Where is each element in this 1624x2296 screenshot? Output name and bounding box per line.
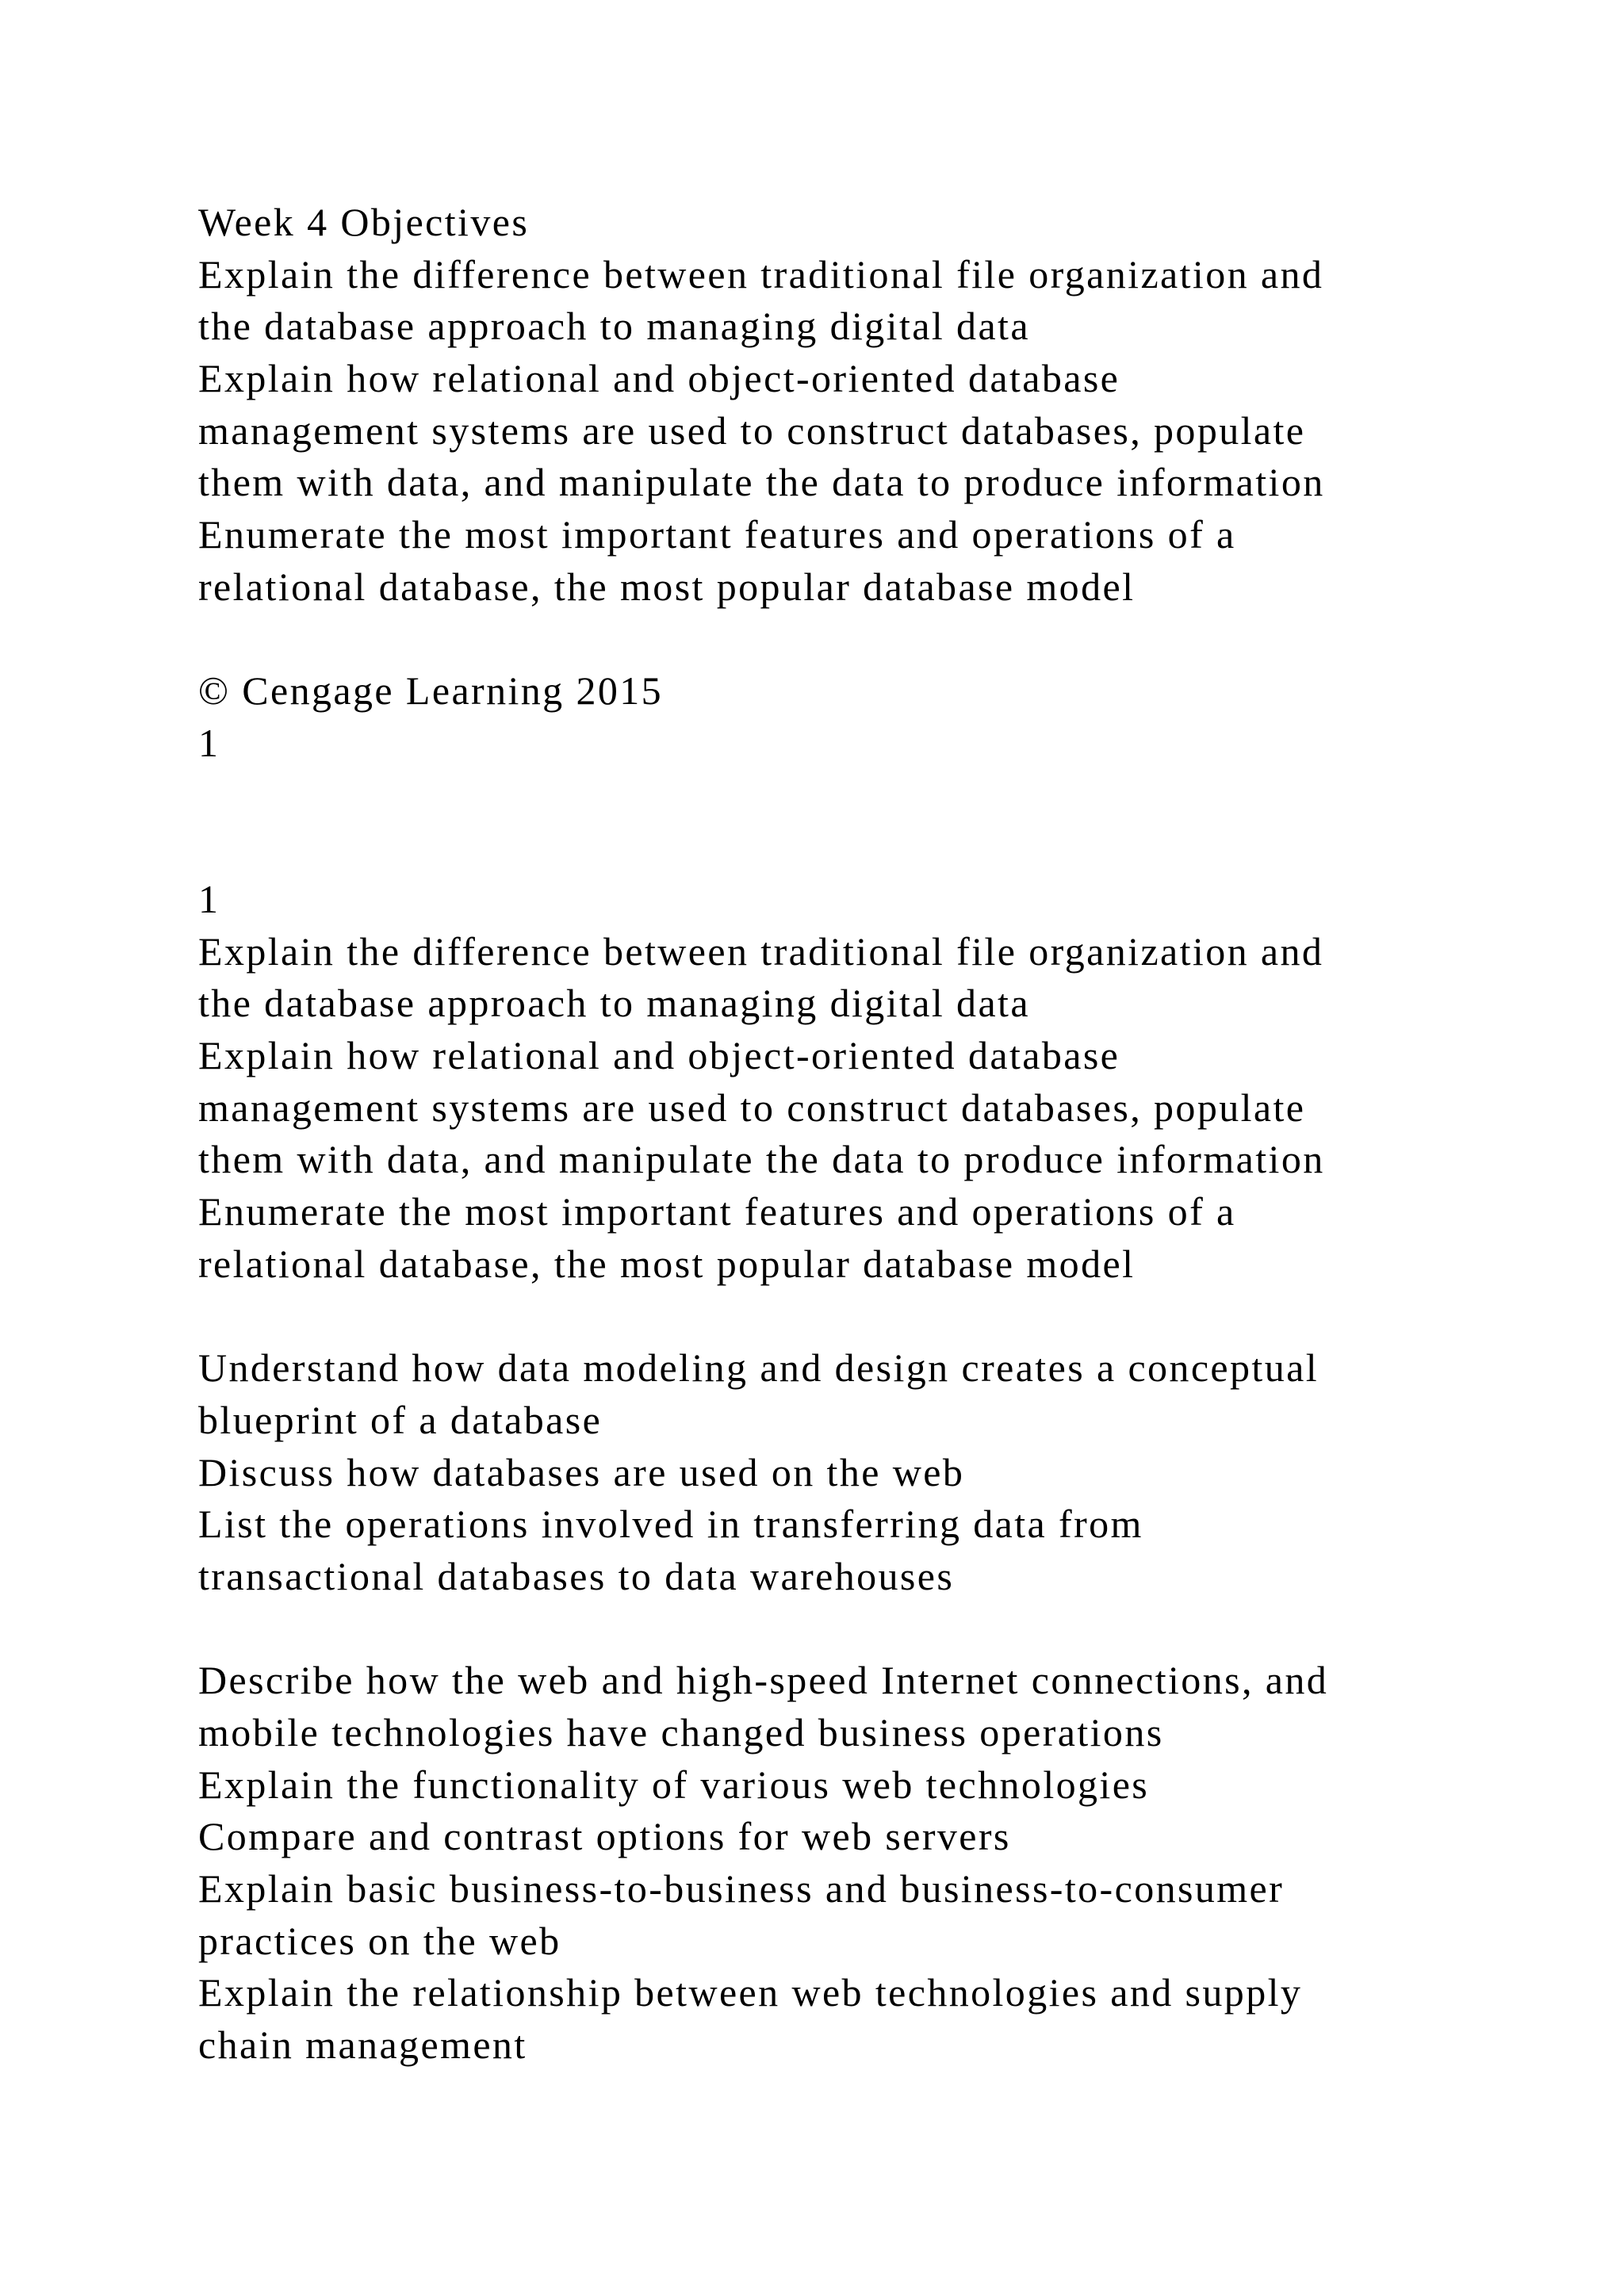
text-line: Enumerate the most important features and operations of a [198, 1189, 1236, 1234]
text-line: Compare and contrast options for web servers [198, 1814, 1011, 1859]
text-line: Describe how the web and high-speed Internet connections, and [198, 1658, 1329, 1703]
text-line: Understand how data modeling and design creates a conceptual [198, 1345, 1319, 1391]
text-line: transactional databases to data warehouses [198, 1553, 955, 1598]
text-line: Explain basic business-to-business and business-to-consumer [198, 1866, 1285, 1911]
text-line: Explain the functionality of various web technologies [198, 1762, 1150, 1807]
heading-week-4-objectives: Week 4 Objectives [198, 200, 530, 244]
blank-line [198, 614, 1546, 666]
slide-number: 1 [198, 876, 220, 921]
blank-line [198, 1290, 1546, 1342]
text-line: Explain how relational and object-oriented database [198, 1033, 1120, 1077]
text-line: management systems are used to construct databases, populate [198, 408, 1306, 453]
text-line: mobile technologies have changed business operations [198, 1709, 1164, 1755]
text-line: the database approach to managing digital data [198, 981, 1030, 1026]
text-line: management systems are used to construct databases, populate [198, 1085, 1306, 1130]
blank-line [198, 1603, 1546, 1655]
blank-line [198, 770, 1546, 822]
text-line: Explain the relationship between web technologies and supply [198, 1970, 1303, 2015]
text-line: the database approach to managing digital data [198, 304, 1030, 349]
text-line: relational database, the most popular database model [198, 1241, 1136, 1286]
text-line: Explain the difference between traditional file organization and [198, 928, 1324, 974]
text-line: chain management [198, 2022, 527, 2068]
slide-number: 1 [198, 720, 220, 765]
text-line: them with data, and manipulate the data to produce information [198, 1137, 1325, 1182]
text-line: Explain the difference between traditional file organization and [198, 251, 1324, 297]
text-line: practices on the web [198, 1918, 561, 1963]
text-line: Explain how relational and object-oriented database [198, 356, 1120, 401]
text-line: blueprint of a database [198, 1397, 603, 1442]
text-line: relational database, the most popular database model [198, 564, 1136, 609]
blank-line [198, 821, 1546, 874]
text-line: List the operations involved in transferring data from [198, 1502, 1143, 1547]
text-line: Enumerate the most important features and operations of a [198, 512, 1236, 557]
document-text [198, 197, 1546, 2072]
text-line: them with data, and manipulate the data to produce information [198, 460, 1325, 505]
text-line: Discuss how databases are used on the web [198, 1449, 965, 1494]
copyright-line: © Cengage Learning 2015 [198, 668, 664, 714]
